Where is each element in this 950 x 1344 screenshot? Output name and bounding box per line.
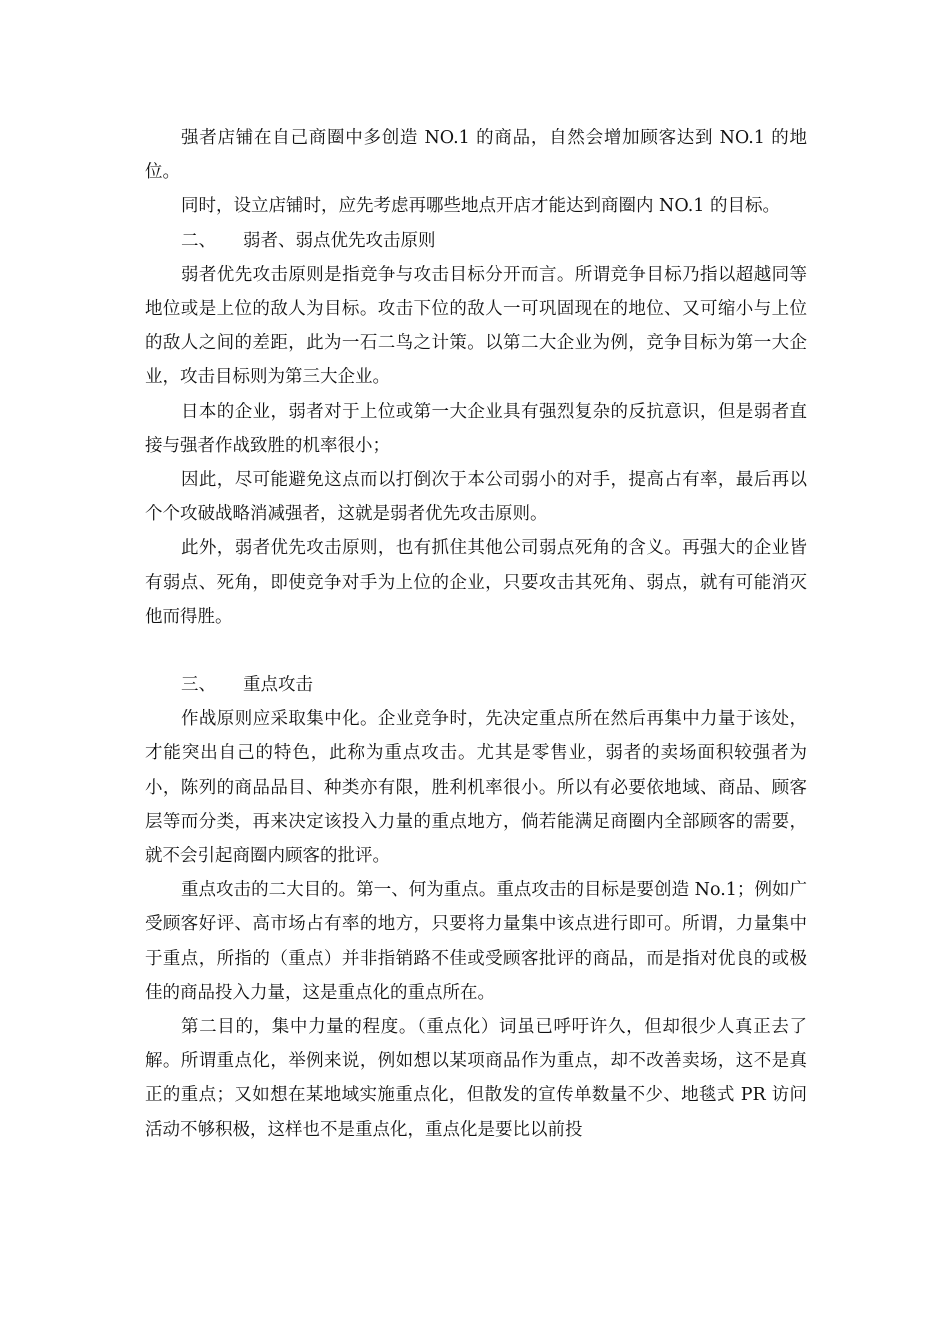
section-number: 三、 — [181, 675, 216, 696]
paragraph: 此外，弱者优先攻击原则，也有抓住其他公司弱点死角的含义。再强大的企业皆有弱点、死角，即使竞争对手为上位的企业，只要攻击其死角、弱点，就有可能消灭他而得胜。 — [145, 538, 807, 627]
paragraph: 弱者优先攻击原则是指竞争与攻击目标分开而言。所谓竞争目标乃指以超越同等地位或是上位的敌人为目标。攻击下位的敌人一可巩固现在的地位、又可缩小与上位的敌人之间的差距，此为一石二鸟之计策。以第二大企业为例，竞争目标为第一大企业，攻击目标则为第三大企业。 — [145, 264, 807, 388]
paragraph: 作战原则应采取集中化。企业竞争时，先决定重点所在然后再集中力量于该处，才能突出自己的特色，此称为重点攻击。尤其是零售业，弱者的卖场面积较强者为小，陈列的商品品目、种类亦有限，胜利机率很小。所以有必要依地域、商品、顾客层等而分类，再来决定该投入力量的重点地方，倘若能满足商圈内全部顾客的需要，就不会引起商圈内顾客的批评。 — [145, 709, 807, 867]
paragraph: 重点攻击的二大目的。第一、何为重点。重点攻击的目标是要创造 No.1；例如广受顾客好评、高市场占有率的地方，只要将力量集中该点进行即可。所谓，力量集中于重点，所指的（重点）并非指销路不佳或受顾客批评的商品，而是指对优良的或极佳的商品投入力量，这是重点化的重点所在。 — [145, 880, 807, 1003]
section-title: 弱者、弱点优先攻击原则 — [243, 230, 436, 251]
paragraph: 第二目的，集中力量的程度。（重点化）词虽已呼吁许久，但却很少人真正去了解。所谓重点化，举例来说，例如想以某项商品作为重点，却不改善卖场，这不是真正的重点；又如想在某地域实施重点化，但散发的宣传单数量不少、地毯式 PR 访问活动不够积极，这样也不是重点化，重点化是要比以前投 — [145, 1017, 807, 1140]
paragraph: 强者店铺在自己商圈中多创造 NO.1 的商品，自然会增加顾客达到 NO.1 的地位。 — [145, 128, 807, 183]
paragraph: 日本的企业，弱者对于上位或第一大企业具有强烈复杂的反抗意识，但是弱者直接与强者作战致胜的机率很小； — [145, 401, 807, 456]
section-heading — [145, 224, 807, 258]
paragraph: 因此，尽可能避免这点而以打倒次于本公司弱小的对手，提高占有率，最后再以个个攻破战略消减强者，这就是弱者优先攻击原则。 — [145, 470, 807, 525]
blank-line — [145, 634, 807, 668]
document-body — [145, 121, 807, 1147]
section-number: 二、 — [181, 230, 216, 251]
section-heading — [145, 668, 807, 702]
paragraph: 同时，设立店铺时，应先考虑再哪些地点开店才能达到商圈内 NO.1 的目标。 — [181, 196, 780, 217]
section-title: 重点攻击 — [243, 675, 313, 696]
